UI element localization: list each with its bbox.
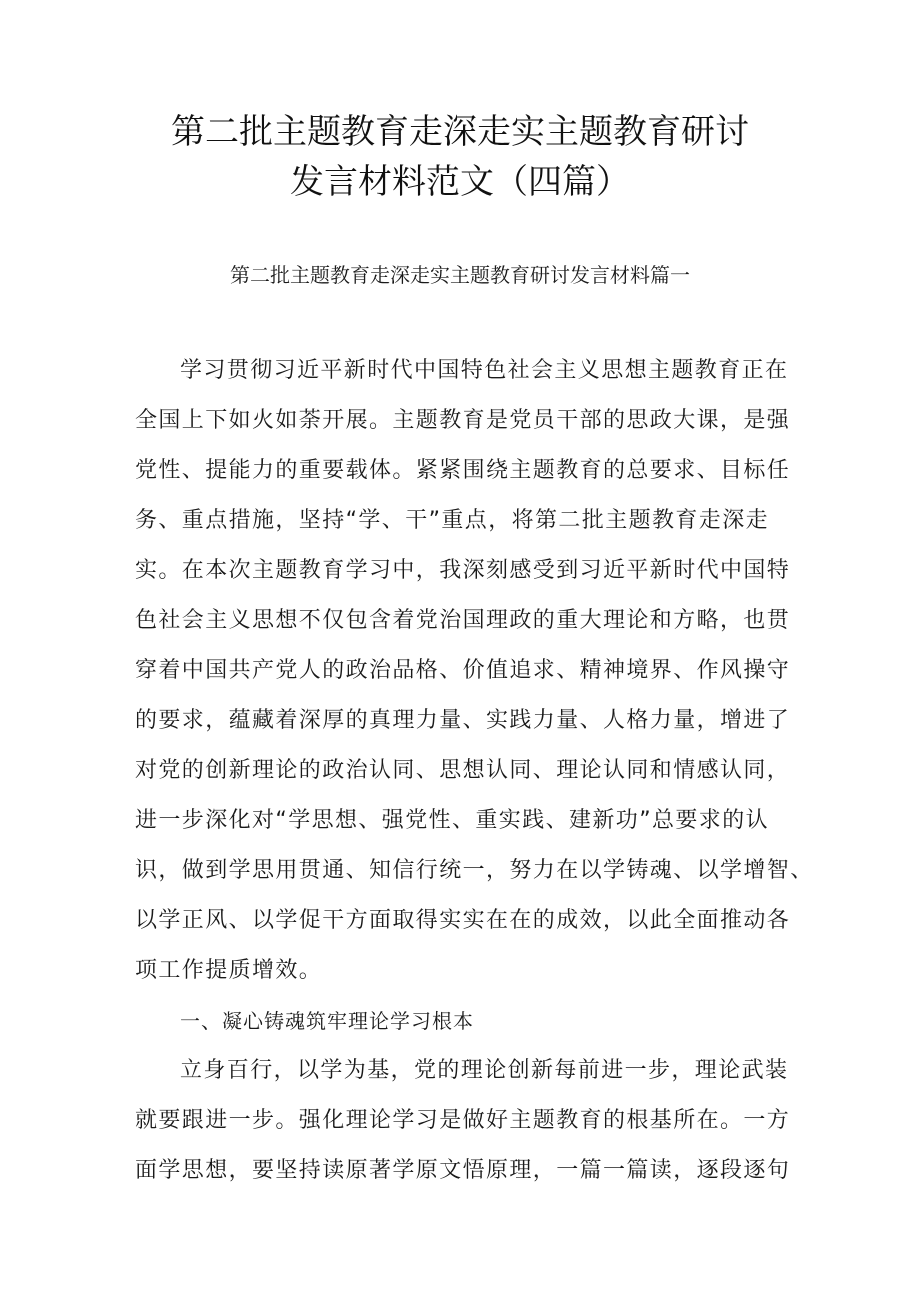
paragraph-1-line: 项工作提质增效。: [135, 958, 323, 983]
paragraph-2-line: 面学思想，要坚持读原著学原文悟原理，一篇一篇读，逐段逐句: [135, 1158, 791, 1183]
section-subheading: 第二批主题教育走深走实主题教育研讨发言材料篇一: [230, 263, 690, 287]
paragraph-1-line: 识，做到学思用贯通、知信行统一，努力在以学铸魂、以学增智、: [135, 858, 814, 883]
paragraph-1-line: 色社会主义思想不仅包含着党治国理政的重大理论和方略，也贯: [135, 608, 791, 633]
paragraph-2-line: 立身百行，以学为基，党的理论创新每前进一步，理论武装: [180, 1058, 789, 1083]
paragraph-1-line: 党性、提能力的重要载体。紧紧围绕主题教育的总要求、目标任: [135, 458, 791, 483]
paragraph-1-line: 以学正风、以学促干方面取得实实在在的成效，以此全面推动各: [135, 908, 791, 933]
paragraph-1-line: 务、重点措施，坚持“学、干”重点，将第二批主题教育走深走: [135, 508, 769, 533]
document-title-line-1: 第二批主题教育走深走实主题教育研讨: [171, 112, 749, 152]
paragraph-1-line: 穿着中国共产党人的政治品格、价值追求、精神境界、作风操守: [135, 658, 791, 683]
paragraph-1-line: 对党的创新理论的政治认同、思想认同、理论认同和情感认同，: [135, 758, 791, 783]
paragraph-1-line: 全国上下如火如荼开展。主题教育是党员干部的思政大课，是强: [135, 408, 791, 433]
paragraph-1-line: 的要求，蕴藏着深厚的真理力量、实践力量、人格力量，增进了: [135, 708, 791, 733]
paragraph-1-line: 实。在本次主题教育学习中，我深刻感受到习近平新时代中国特: [135, 558, 791, 583]
paragraph-1-line: 学习贯彻习近平新时代中国特色社会主义思想主题教育正在: [180, 358, 789, 383]
section-1-heading: 一、凝心铸魂筑牢理论学习根本: [180, 1009, 474, 1033]
document-title-line-2: 发言材料范文（四篇）: [290, 162, 630, 202]
paragraph-2-line: 就要跟进一步。强化理论学习是做好主题教育的根基所在。一方: [135, 1108, 791, 1133]
paragraph-1-line: 进一步深化对“学思想、强党性、重实践、建新功”总要求的认: [135, 808, 769, 833]
